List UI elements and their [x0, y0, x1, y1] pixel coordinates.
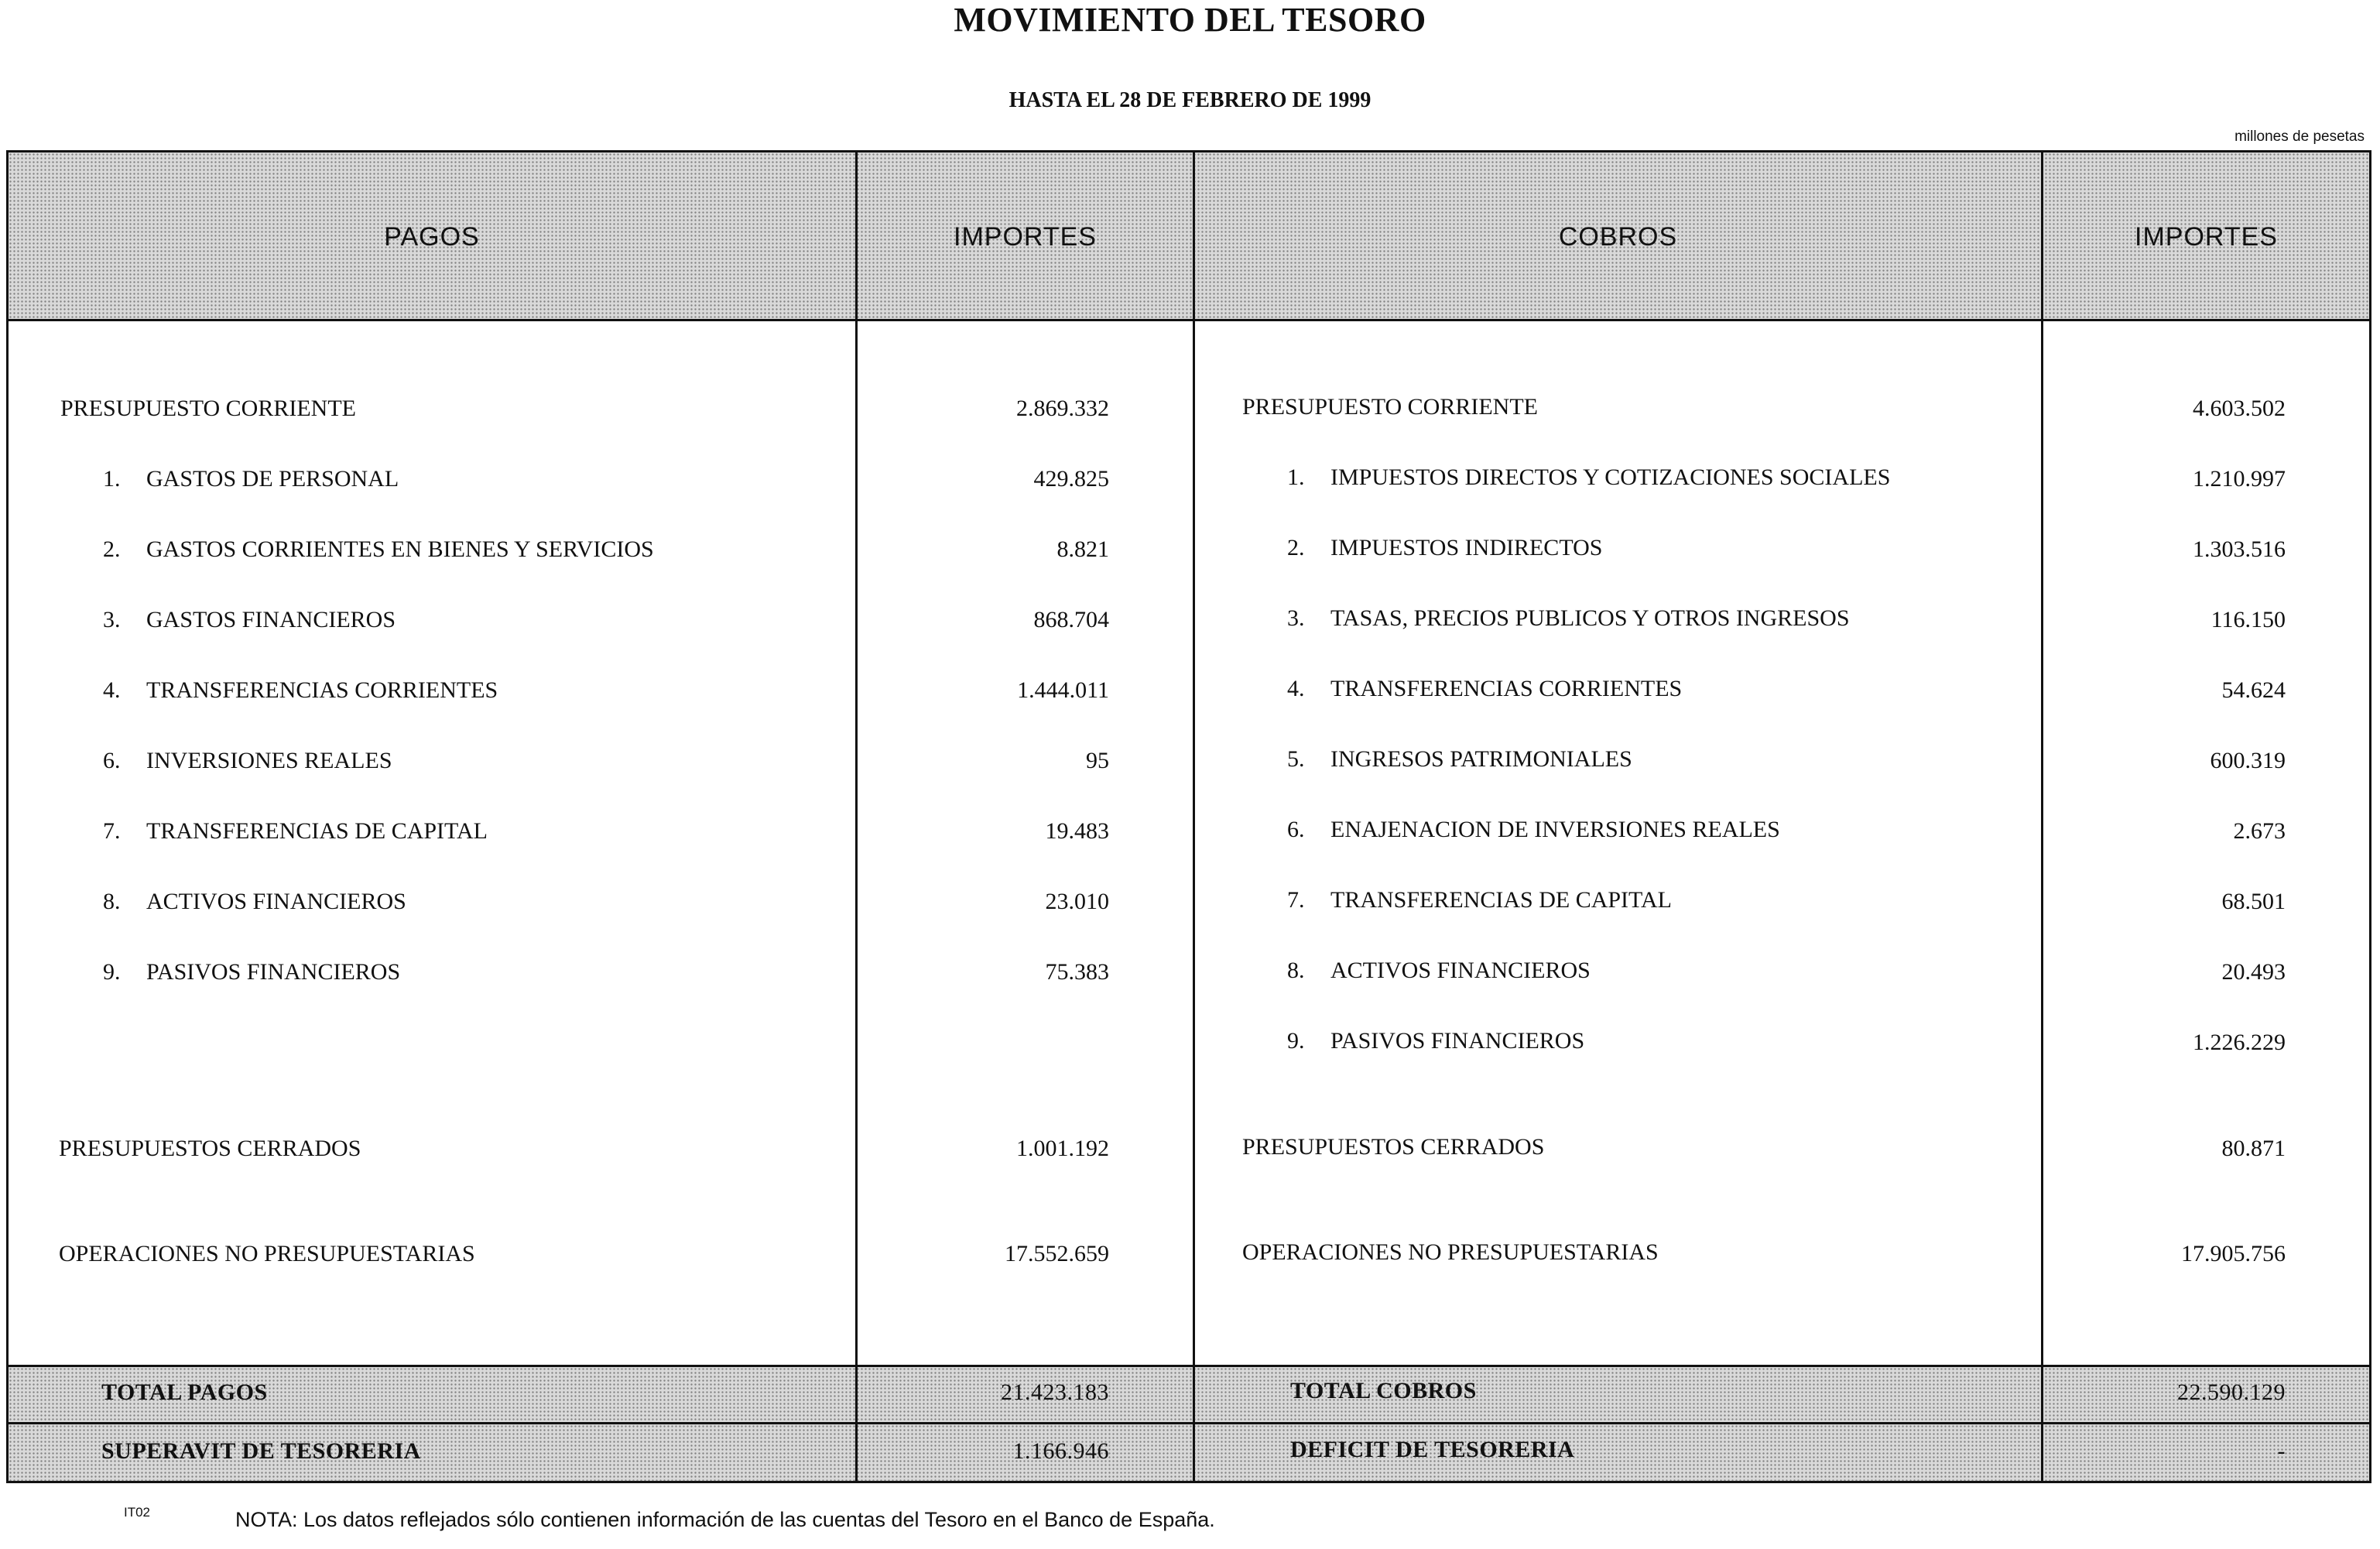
pagos-item-num: 7.	[103, 818, 121, 844]
pagos-item-value: 75.383	[1045, 959, 1109, 985]
pagos-item-label: GASTOS FINANCIEROS	[146, 607, 396, 632]
column-header-pagos: PAGOS	[384, 221, 480, 252]
cobros-item-num: 9.	[1287, 1028, 1305, 1054]
cobros-item-label: IMPUESTOS INDIRECTOS	[1330, 535, 1603, 560]
cobros-item-value: 2.673	[2233, 818, 2286, 844]
cobros-item-label: INGRESOS PATRIMONIALES	[1330, 746, 1632, 772]
pagos-item-num: 6.	[103, 748, 121, 773]
pagos-item-value: 868.704	[1033, 607, 1109, 632]
pagos-item-num: 2.	[103, 536, 121, 562]
page-subtitle: HASTA EL 28 DE FEBRERO DE 1999	[1009, 88, 1371, 112]
cobros-item-num: 4.	[1287, 676, 1305, 701]
cobros-item-label: ENAJENACION DE INVERSIONES REALES	[1330, 817, 1780, 842]
deficit-label: DEFICIT DE TESORERIA	[1290, 1437, 1575, 1462]
pagos-item-num: 3.	[103, 607, 121, 632]
cobros-item-num: 2.	[1287, 535, 1305, 560]
column-header-cobros: COBROS	[1558, 221, 1678, 252]
cobros-no-presupuestarias-label: OPERACIONES NO PRESUPUESTARIAS	[1242, 1239, 1659, 1265]
deficit-value: -	[2277, 1438, 2286, 1464]
total-pagos-label: TOTAL PAGOS	[101, 1379, 268, 1405]
cobros-cerrados-value: 80.871	[2221, 1136, 2286, 1161]
column-divider	[855, 153, 858, 1481]
cobros-item-num: 8.	[1287, 958, 1305, 983]
footnote: NOTA: Los datos reflejados sólo contienen información de las cuentas del Tesoro en el Banco de España.	[235, 1508, 1215, 1531]
document-code: IT02	[124, 1505, 151, 1520]
column-header-importes-cobros: IMPORTES	[2135, 221, 2278, 252]
cobros-corriente-label: PRESUPUESTO CORRIENTE	[1242, 394, 1539, 420]
pagos-item-value: 95	[1086, 748, 1109, 773]
cobros-corriente-value: 4.603.502	[2193, 396, 2286, 421]
cobros-cerrados-label: PRESUPUESTOS CERRADOS	[1242, 1134, 1545, 1160]
cobros-item-label: TASAS, PRECIOS PUBLICOS Y OTROS INGRESOS	[1330, 605, 1850, 631]
total-cobros-label: TOTAL COBROS	[1290, 1378, 1477, 1403]
total-pagos-value: 21.423.183	[1001, 1379, 1109, 1405]
treasury-table	[6, 150, 2371, 1483]
pagos-item-label: GASTOS DE PERSONAL	[146, 466, 399, 492]
cobros-item-label: PASIVOS FINANCIEROS	[1330, 1028, 1585, 1054]
cobros-item-num: 6.	[1287, 817, 1305, 842]
totals-band	[9, 1365, 2369, 1422]
pagos-item-value: 23.010	[1045, 889, 1109, 914]
page-title: MOVIMIENTO DEL TESORO	[954, 1, 1426, 39]
cobros-item-value: 1.210.997	[2193, 466, 2286, 492]
total-cobros-value: 22.590.129	[2177, 1379, 2286, 1405]
cobros-item-num: 3.	[1287, 605, 1305, 631]
column-divider	[1193, 153, 1195, 1481]
cobros-item-value: 1.303.516	[2193, 536, 2286, 562]
pagos-cerrados-value: 1.001.192	[1016, 1136, 1109, 1161]
pagos-item-num: 4.	[103, 677, 121, 703]
pagos-item-label: GASTOS CORRIENTES EN BIENES Y SERVICIOS	[146, 536, 654, 562]
column-divider	[2041, 153, 2043, 1481]
superavit-label: SUPERAVIT DE TESORERIA	[101, 1438, 421, 1464]
pagos-corriente-value: 2.869.332	[1016, 396, 1109, 421]
pagos-item-num: 8.	[103, 889, 121, 914]
pagos-item-num: 9.	[103, 959, 121, 985]
cobros-item-num: 7.	[1287, 887, 1305, 913]
cobros-item-label: IMPUESTOS DIRECTOS Y COTIZACIONES SOCIALES	[1330, 464, 1891, 490]
cobros-item-num: 1.	[1287, 464, 1305, 490]
column-header-importes-pagos: IMPORTES	[954, 221, 1097, 252]
superavit-value: 1.166.946	[1012, 1438, 1109, 1464]
pagos-no-presupuestarias-value: 17.552.659	[1005, 1241, 1109, 1266]
pagos-item-value: 8.821	[1056, 536, 1109, 562]
pagos-cerrados-label: PRESUPUESTOS CERRADOS	[59, 1136, 361, 1161]
cobros-item-value: 1.226.229	[2193, 1030, 2286, 1055]
pagos-item-value: 19.483	[1045, 818, 1109, 844]
cobros-item-value: 54.624	[2221, 677, 2286, 703]
cobros-item-label: ACTIVOS FINANCIEROS	[1330, 958, 1591, 983]
pagos-no-presupuestarias-label: OPERACIONES NO PRESUPUESTARIAS	[59, 1241, 475, 1266]
cobros-item-value: 600.319	[2210, 748, 2286, 773]
cobros-item-value: 116.150	[2210, 607, 2286, 632]
pagos-item-num: 1.	[103, 466, 121, 492]
pagos-corriente-label: PRESUPUESTO CORRIENTE	[60, 396, 357, 421]
pagos-item-label: ACTIVOS FINANCIEROS	[146, 889, 406, 914]
pagos-item-value: 429.825	[1033, 466, 1109, 492]
cobros-item-num: 5.	[1287, 746, 1305, 772]
pagos-item-value: 1.444.011	[1017, 677, 1109, 703]
cobros-no-presupuestarias-value: 17.905.756	[2181, 1241, 2286, 1266]
units-note: millones de pesetas	[2234, 129, 2365, 145]
pagos-item-label: PASIVOS FINANCIEROS	[146, 959, 401, 985]
cobros-item-value: 68.501	[2221, 889, 2286, 914]
pagos-item-label: TRANSFERENCIAS DE CAPITAL	[146, 818, 488, 844]
pagos-item-label: INVERSIONES REALES	[146, 748, 392, 773]
cobros-item-label: TRANSFERENCIAS DE CAPITAL	[1330, 887, 1672, 913]
pagos-item-label: TRANSFERENCIAS CORRIENTES	[146, 677, 498, 703]
cobros-item-value: 20.493	[2221, 959, 2286, 985]
cobros-item-label: TRANSFERENCIAS CORRIENTES	[1330, 676, 1683, 701]
